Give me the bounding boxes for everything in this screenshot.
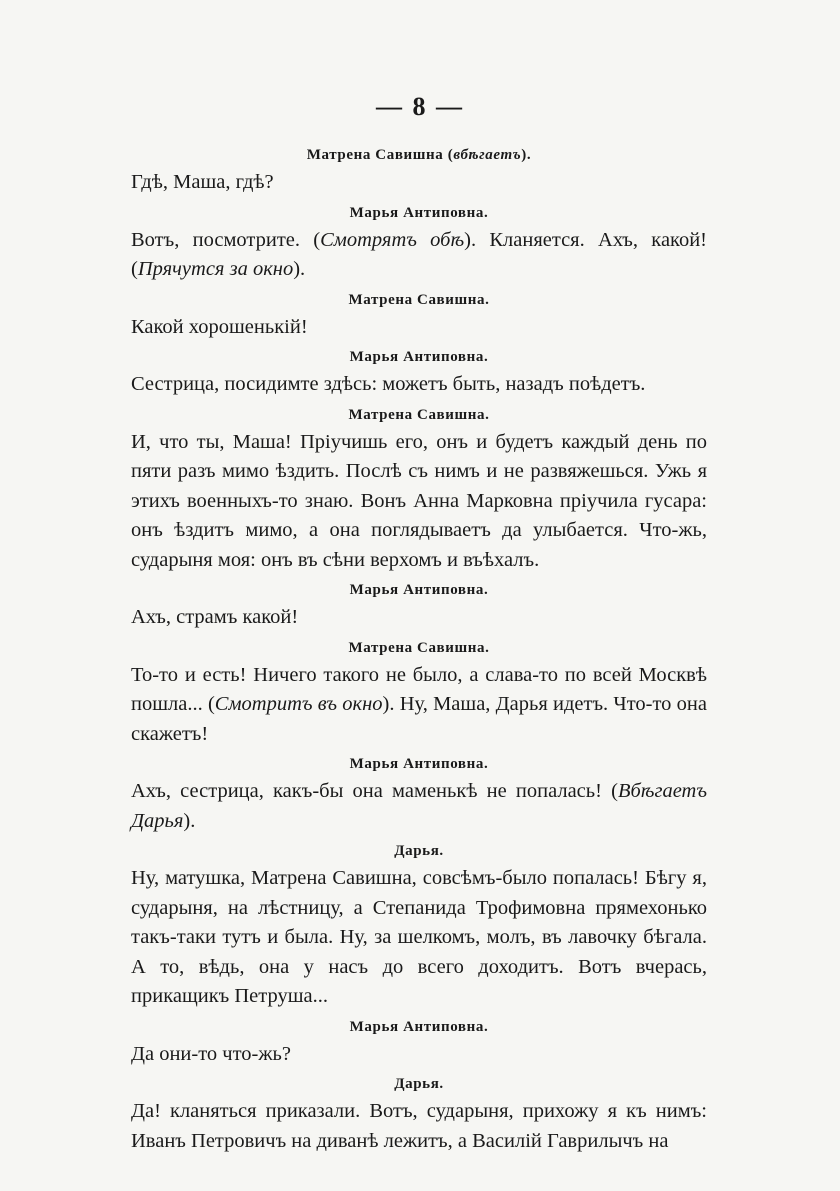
- speaker-name: Марья Антиповна.: [349, 1018, 489, 1035]
- speech-line: Гдѣ, Маша, гдѣ?: [131, 171, 274, 193]
- speaker-name: Марья Антиповна.: [349, 204, 489, 221]
- stage-direction: Вбѣгаетъ Дарья: [131, 780, 707, 832]
- speech-line: Ахъ, сестрица, какъ-бы она маменькѣ не попалась! (Вбѣгаетъ Дарья).: [131, 780, 707, 832]
- speech-line: Какой хорошенькій!: [131, 315, 308, 338]
- stage-direction: Смотритъ въ окно: [214, 693, 383, 715]
- speech-line: Да! кланяться приказали. Вотъ, сударыня, прихожу я къ нимъ: Иванъ Петровичъ на диванѣ лежитъ, а Василій Гаврилычъ на: [131, 1100, 707, 1152]
- stage-direction: Прячутся за окно: [137, 258, 294, 280]
- speech-line: Сестрица, посидимте здѣсь: можетъ быть, назадъ поѣдетъ.: [131, 373, 646, 395]
- speech-line: То-то и есть! Ничего такого не было, а слава-то по всей Москвѣ пошла... (Смотритъ въ окно). Ну, Маша, Дарья идетъ. Что-то она скажетъ!: [131, 663, 707, 745]
- speaker-name: Матрена Савишна (вбѣгаетъ).: [306, 147, 532, 163]
- play-text: [131, 140, 707, 1158]
- speaker-name: Дарья.: [394, 1076, 444, 1092]
- speaker-name: Марья Антиповна.: [349, 582, 489, 598]
- speech-line: Вотъ, посмотрите. (Смотрятъ обѣ). Кланяется. Ахъ, какой! (Прячутся за окно).: [131, 228, 708, 280]
- stage-direction: Смотрятъ обѣ: [320, 228, 465, 251]
- speaker-name: Матрена Савишна.: [348, 639, 490, 656]
- speaker-name: Дарья.: [394, 843, 444, 859]
- speaker-name: Матрена Савишна.: [348, 291, 490, 308]
- speaker-name: Марья Антиповна.: [349, 756, 489, 772]
- speech-line: Ну, матушка, Матрена Савишна, совсѣмъ-было попалась! Бѣгу я, сударыня, на лѣстницу, а Степанида Трофимовна прямехонько такъ-таки тутъ и была. Ну, за шелкомъ, молъ, въ лавочку бѣгала. А то, вѣдь, она у насъ до всего доходитъ. Вотъ вчерась, прикащикъ Петруша...: [131, 867, 707, 1007]
- speaker-name: Марья Антиповна.: [349, 349, 489, 365]
- speaker-name: Матрена Савишна.: [348, 406, 490, 423]
- page-number: — 8 —: [376, 92, 464, 121]
- speech-line: Да они-то что-жь?: [131, 1042, 291, 1065]
- speech-line: И, что ты, Маша! Пріучишь его, онъ и будетъ каждый день по пяти разъ мимо ѣздить. Послѣ съ нимъ и не развяжешься. Ужь я этихъ военныхъ-то знаю. Вонъ Анна Марковна пріучила гусара: онъ ѣздитъ мимо, а она поглядываетъ да улыбается. Что-жь, сударыня моя: онъ въ сѣни верхомъ и въѣхалъ.: [131, 430, 707, 571]
- speech-line: Ахъ, страмъ какой!: [131, 606, 299, 628]
- stage-direction: вбѣгаетъ: [453, 147, 522, 163]
